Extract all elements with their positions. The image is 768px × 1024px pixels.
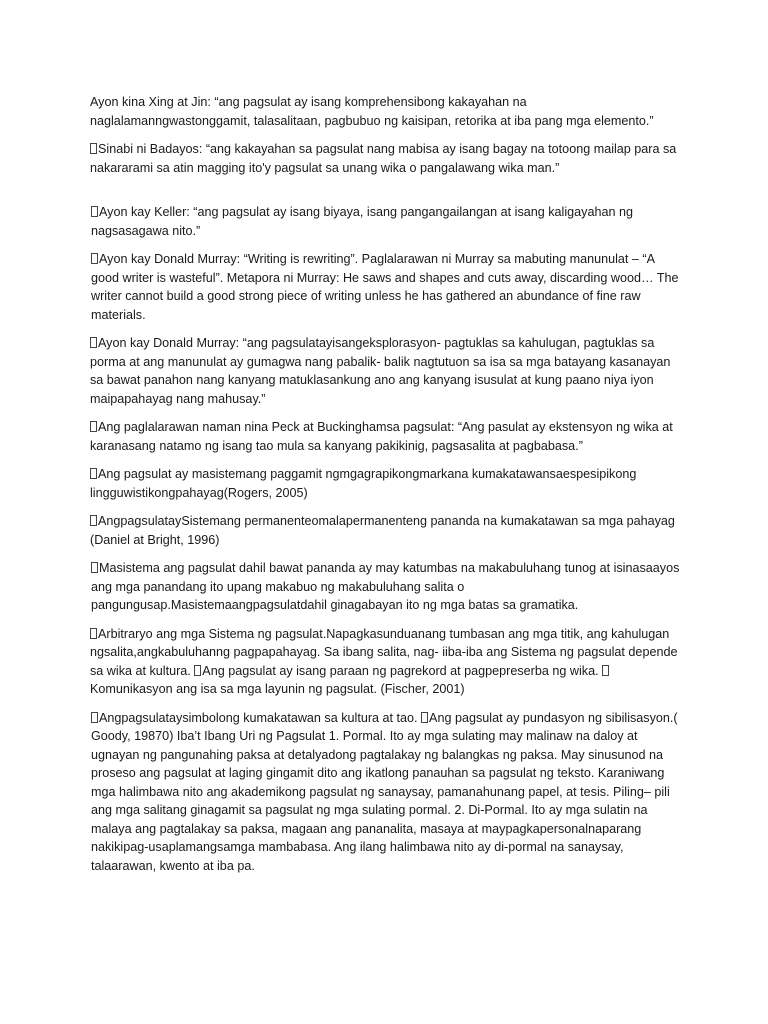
paragraph-segment: Komunikasyon ang isa sa mga layunin ng pagsulat. (Fischer, 2001): [90, 682, 465, 696]
paragraph-text: Masistema ang pagsulat dahil bawat pananda ay may katumbas na makabuluhang tunog at isinasaayos ang mga panandang ito upang makabuo ng makabuluhang salita o pangungusap.Masistemaangpagsulatdahil ginagabayan ito ng mga batas sa gramatika.: [91, 561, 680, 612]
paragraph-segment: Ang pagsulat ay pundasyon ng sibilisasyon.( Goody, 19870) Iba’t Ibang Uri ng Pagsulat 1. Pormal. Ito ay mga sulating may malinaw na daloy at ugnayan ng pangunahing paksa at detalyadong pagtalakay ng balangkas ng paksa. May sinusunod na proseso ang pagsulat at laging gingamit dito ang ikatlong panauhan sa pagsulat ng teksto. Karaniwang mga halimbawa nito ang akademikong pagsulat ng sanaysay, pamanahunang papel, at tesis. Piling– pili ang mga salitang ginagamit sa pagsulat ng mga sulating pormal. 2. Di-Pormal. Ito ay mga sulatin na malaya ang pagtalakay sa paksa, magaan ang pananalita, masaya at maypagkapersonalnaparang nakikipag-usaplamangsamga mambabasa. Ang ilang halimbawa nito ay di-pormal na sanaysay, talaarawan, kwento at iba pa.: [91, 710, 678, 873]
missing-glyph-icon: [194, 665, 201, 676]
paragraph-text: Ang pagsulat ay masistemang paggamit ngmgagrapikongmarkana kumakatawansaespesipikong lingguwistikongpahayag(Rogers, 2005): [90, 467, 637, 500]
missing-glyph-icon: [90, 143, 97, 154]
paragraph-segment: Ang pagsulat ay isang paraan ng pagrekord at pagpepreserba ng wika.: [202, 663, 603, 678]
paragraph-rogers: [90, 465, 685, 502]
missing-glyph-icon: [91, 712, 98, 723]
paragraph-text: Ang paglalarawan naman nina Peck at Buckinghamsa pagsulat: “Ang pasulat ay ekstensyon ng wika at karanasang natamo ng isang tao mula sa kanyang pakikinig, pagsasalita at pagbabasa.”: [90, 420, 673, 453]
paragraph-xing-jin: [90, 93, 685, 130]
paragraph-text: Ayon kay Donald Murray: “ang pagsulatayisangeksplorasyon- pagtuklas sa kahulugan, pagtuklas sa porma at ang manunulat ay gumagwa nang pabalik- balik nagtutuon sa isa sa mga batayang kasanayan sa bawat panahon nang kanyang matuklasankung ano ang kanyang isusulat at kung paano niya iyon maipapahayag nang mahusay.”: [90, 336, 671, 406]
missing-glyph-icon: [421, 712, 428, 723]
missing-glyph-icon: [91, 206, 98, 217]
missing-glyph-icon: [90, 421, 97, 432]
paragraph-daniel-bright: [90, 512, 685, 549]
paragraph-peck-buckingham: [90, 418, 685, 455]
paragraph-murray-1: [90, 250, 685, 324]
missing-glyph-icon: [90, 337, 97, 348]
missing-glyph-icon: [90, 628, 97, 639]
document-body: [90, 93, 685, 885]
paragraph-text: Ayon kay Keller: “ang pagsulat ay isang biyaya, isang pangangailangan at isang kaligayahan ng nagsasagawa nito.”: [91, 205, 633, 238]
paragraph-arbitraryo: [90, 625, 685, 699]
paragraph-segment: Arbitraryo ang mga Sistema ng pagsulat.Napagkasunduanang tumbasan ang mga titik, ang kahulugan ngsalita,angkabuluhanng pagpapahayag. Sa ibang salita, nag- iiba-iba ang Sistema ng pagsulat depende sa wika at kultura.: [90, 626, 678, 678]
paragraph-segment: Angpagsulataysimbolong kumakatawan sa kultura at tao.: [99, 710, 422, 725]
paragraph-murray-2: [90, 334, 685, 408]
paragraph-text: Ayon kina Xing at Jin: “ang pagsulat ay isang komprehensibong kakayahan na naglalamanngwastonggamit, talasalitaan, pagbubuo ng kaisipan, retorika at iba pang mga elemento.”: [90, 95, 654, 128]
paragraph-badayos: [90, 140, 685, 177]
missing-glyph-icon: [90, 515, 97, 526]
paragraph-uri-ng-pagsulat: [90, 709, 685, 876]
missing-glyph-icon: [91, 562, 98, 573]
paragraph-text: Sinabi ni Badayos: “ang kakayahan sa pagsulat nang mabisa ay isang bagay na totoong mailap para sa nakararami sa atin magging ito'y pagsulat sa unang wika o pangalawang wika man.”: [90, 142, 677, 175]
paragraph-keller: [90, 203, 685, 240]
paragraph-masistema: [90, 559, 685, 615]
paragraph-text: Ayon kay Donald Murray: “Writing is rewriting”. Paglalarawan ni Murray sa mabuting manunulat – “A good writer is wasteful”. Metapora ni Murray: He saws and shapes and cuts away, discarding wood… The writer cannot build a good strong piece of writing unless he has gathered an abundance of fine raw materials.: [91, 252, 679, 322]
missing-glyph-icon: [91, 253, 98, 264]
paragraph-text: AngpagsulataySistemang permanenteomalapermanenteng pananda na kumakatawan sa mga pahayag (Daniel at Bright, 1996): [90, 514, 675, 547]
missing-glyph-icon: [602, 665, 609, 676]
missing-glyph-icon: [90, 468, 97, 479]
